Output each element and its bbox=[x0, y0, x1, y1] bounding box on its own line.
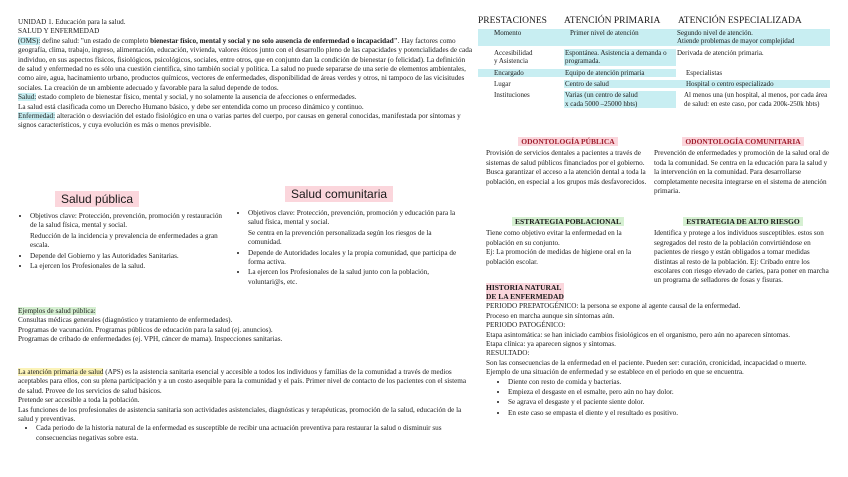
aps-paragraph bbox=[18, 368, 473, 396]
salud-publica-list bbox=[18, 212, 228, 272]
oms-bold: bienestar físico, mental y social y no solo ausencia de enfermedad o incapacidad" bbox=[150, 36, 398, 45]
salud-publica-item: • Objetivos clave: Protección, prevención, promoción y restauración de la salud física, mental y social. bbox=[30, 212, 228, 231]
odontologia-comunitaria-title: ODONTOLOGÍA COMUNITARIA bbox=[682, 137, 803, 146]
aps-line: Pretende ser accesible a toda la población. bbox=[18, 396, 140, 405]
table-cell-especializada: Hospital o centro especializado bbox=[676, 80, 830, 88]
historia-bullet: • Empieza el desgaste en el esmalte, pero aún no hay dolor. bbox=[508, 388, 831, 397]
historia-line: RESULTADO: bbox=[486, 349, 530, 358]
salud-comunitaria-title-box bbox=[285, 185, 393, 203]
odontologia-comunitaria bbox=[654, 137, 832, 196]
aps-bullet: • Cada periodo de la historia natural de la enfermedad es susceptible de recibir una actuación preventiva para restaurar la salud o disminuir sus consecuencias negativas sobre esta. bbox=[36, 424, 473, 443]
estrategia-alto-riesgo-title: ESTRATEGIA DE ALTO RIESGO bbox=[683, 217, 802, 226]
estrategia-alto-riesgo bbox=[654, 217, 832, 286]
table-header: ATENCIÓN PRIMARIA bbox=[564, 16, 661, 26]
prestaciones-table bbox=[478, 16, 830, 108]
table-cell-especializada: Al menos una (un hospital, al menos, por cada área de salud: en este caso, por cada 200k-250k hbts) bbox=[684, 91, 828, 108]
ejemplo-line: Consultas médicas generales (diagnóstico y tratamiento de enfermedades). bbox=[18, 316, 233, 325]
salud-publica-item: • Depende del Gobierno y las Autoridades Sanitarias. bbox=[30, 252, 228, 261]
ejemplo-line: Programas de cribado de enfermedades (ej. VPH, cáncer de mama). Inspecciones sanitarias. bbox=[18, 335, 283, 344]
salud-publica-title-box bbox=[55, 190, 139, 208]
table-header: ATENCIÓN ESPECIALIZADA bbox=[678, 16, 802, 26]
salud-comunitaria-title: Salud comunitaria bbox=[285, 186, 393, 202]
table-cell-especializada: Especialistas bbox=[686, 68, 723, 77]
salud-publica-item: • La ejercen los Profesionales de la salud. bbox=[30, 262, 228, 271]
estrategia-poblacional-title: ESTRATEGIA POBLACIONAL bbox=[512, 217, 624, 226]
ejemplos-section bbox=[18, 307, 473, 345]
odontologia-publica-title: ODONTOLOGÍA PÚBLICA bbox=[518, 137, 617, 146]
oms-text-b: . Hay factores como geografía, clima, trabajo, ingreso, alimentación, educación, vivienda, valores éticos junto con el desarrollo pleno de las capacidades y potencialidades de cada individuo, en sus aspectos físicos, fisiológicos, psicológicos, sociales, entre otros, que en conjunto dan la condición de bienestar (o felicidad). La definición de salud y enfermedad no es sólo una cuestión científica, sino también social y política. La salud no puede separarse de una serie de elementos ambientales, como aire, agua, hacinamiento urbano, productos químicos, vectores de enfermedades, disponibilidad de áreas verdes y otros, ni tampoco de las vicisitudes sociales. La creación de un ambiente adecuado y favorable para la salud depende de todos. bbox=[18, 36, 473, 92]
estrategia-poblacional-text: Tiene como objetivo evitar la enfermedad en la población en su conjunto. Ej: La promoción de medidas de higiene oral en la población escolar. bbox=[486, 229, 632, 266]
odontologia-comunitaria-text: Prevención de enfermedades y promoción de la salud oral de toda la comunidad. Se centra en la educación para la salud y la intervención en la comunidad. Para desarrollarse completamente necesita integrarse en el sistema de atención primaria. bbox=[654, 149, 830, 196]
salud-publica-title: Salud pública bbox=[55, 191, 139, 207]
historia-line: Etapa clínica: ya aparecen signos y síntomas. bbox=[486, 340, 616, 349]
table-row-label: Encargado bbox=[478, 69, 564, 77]
historia-line: Ejemplo de una situación de enfermedad y se establece en el periodo en que se encuentra. bbox=[486, 368, 744, 377]
historia-bullet: • En este caso se empasta el diente y el resultado es positivo. bbox=[508, 409, 831, 418]
table-cell-especializada: Derivada de atención primaria. bbox=[677, 48, 764, 57]
aps-label: La atención primaria de salud bbox=[18, 368, 104, 376]
historia-line: PERIODO PREPATOGÉNICO: la persona se expone al agente causal de la enfermedad. bbox=[486, 302, 741, 311]
salud-label: Salud: bbox=[18, 93, 37, 102]
aps-line: Las funciones de los profesionales de asistencia sanitaria son actividades asistenciales, diagnósticas y terapéuticas, promoción de la salud, educación de la salud y preventivas. bbox=[18, 405, 462, 424]
salud-comunitaria-item: Se centra en la prevención personalizada según los riesgos de la comunidad. bbox=[248, 228, 432, 247]
salud-comunitaria-item: • Depende de Autoridades locales y la propia comunidad, que participa de forma activa. bbox=[248, 249, 466, 268]
clasificacion-text: La salud está clasificada como un Derecho Humano básico, y debe ser entendida como un proceso dinámico y continuo. bbox=[18, 102, 364, 111]
historia-line: Proceso en marcha aunque sin síntomas aún. bbox=[486, 311, 615, 320]
salud-comunitaria-list bbox=[236, 209, 466, 288]
estrategia-poblacional bbox=[486, 217, 650, 267]
historia-line: PERIODO PATOGÉNICO: bbox=[486, 321, 566, 330]
table-row-label: Accesibilidad y Asistencia bbox=[494, 48, 533, 66]
salud-definition bbox=[18, 93, 473, 102]
historia-bullet: • Se agrava el desgaste y el paciente siente dolor. bbox=[508, 398, 831, 407]
oms-paragraph bbox=[18, 37, 473, 93]
left-column bbox=[18, 18, 473, 131]
historia-natural-title: HISTORIA NATURAL DE LA ENFERMEDAD bbox=[486, 283, 564, 301]
salud-comunitaria-item: • La ejercen los Profesionales de la salud junto con la población, voluntari@s, etc. bbox=[248, 268, 466, 287]
oms-text-a: define salud: "un estado de completo bbox=[40, 36, 151, 45]
enfermedad-definition bbox=[18, 112, 473, 131]
table-row-label: Momento bbox=[478, 29, 564, 46]
subject-title: SALUD Y ENFERMEDAD bbox=[18, 27, 100, 36]
estrategia-alto-riesgo-text: Identifica y protege a los individuos susceptibles. estos son segregados del resto de la población convirtiéndose en pacientes de riesgo y están obligados a tomar medidas distintas al resto de la población. Ej: Cribado entre los escolares con riesgo elevado de caries, para poner en marcha un programa de selladores de fosas y fisuras. bbox=[654, 229, 829, 285]
salud-comunitaria-item: • Objetivos clave: Protección, prevención, promoción y educación para la salud física, mental y social. bbox=[248, 209, 466, 228]
ejemplos-title: Ejemplos de salud pública: bbox=[18, 307, 96, 315]
enfermedad-label: Enfermedad: bbox=[18, 112, 56, 121]
table-cell-especializada: Segundo nivel de atención. Atiende problemas de mayor complejidad bbox=[676, 29, 830, 46]
table-cell-primaria: Equipo de atención primaria bbox=[564, 69, 676, 77]
enfermedad-text: alteración o desviación del estado fisiológico en una o varias partes del cuerpo, por causas en general conocidas, manifestada por síntomas y signos característicos, y cuya evolución es más o menos previsible. bbox=[18, 112, 461, 130]
table-cell-primaria: Espontánea. Asistencia a demanda o programada. bbox=[564, 49, 676, 66]
historia-line: Etapa asintomática: se han iniciado cambios fisiológicos en el organismo, pero aún no aparecen síntomas. bbox=[486, 330, 791, 339]
odontologia-publica bbox=[486, 137, 650, 187]
oms-label: (OMS): bbox=[18, 36, 41, 45]
table-row-label: Instituciones bbox=[494, 91, 530, 100]
salud-publica-item: Reducción de la incidencia y prevalencia de enfermedades a gran escala. bbox=[30, 231, 218, 250]
odontologia-publica-text: Provisión de servicios dentales a pacientes a través de sistemas de salud públicos financiados por el gobierno. Busca garantizar el acceso a la atención dental a toda la población, en especial a los grupos más desfavorecidos. bbox=[486, 149, 647, 186]
aps-section bbox=[18, 368, 473, 444]
salud-text: estado completo de bienestar físico, mental y social, y no solamente la ausencia de afecciones o enfermedades. bbox=[36, 93, 357, 102]
table-row-label: Lugar bbox=[494, 80, 511, 89]
aps-text: (APS) es la asistencia sanitaria esencial y accesible a todos los individuos y familias de la comunidad a través de medios aceptables para ellos, con su plena participación y a un costo asequible para la comunidad y el país. Primer nivel de contacto de los pacientes con el sistema de salud. Provee de los servicios de salud básicos. bbox=[18, 368, 467, 395]
historia-line: Son las consecuencias de la enfermedad en el paciente. Pueden ser: curación, cronicidad, incapacidad o muerte. bbox=[486, 358, 807, 367]
table-header: PRESTACIONES bbox=[478, 16, 547, 26]
unit-title: UNIDAD 1. Educación para la salud. bbox=[18, 18, 126, 26]
table-cell-primaria: Varias (un centro de salud x cada 5000 –25000 hbts) bbox=[564, 91, 676, 108]
historia-natural bbox=[486, 283, 831, 419]
table-cell-primaria: Primer nivel de atención bbox=[564, 29, 676, 46]
table-cell-primaria: Centro de salud bbox=[564, 80, 676, 88]
historia-bullet: • Diente con resto de comida y bacterias. bbox=[508, 378, 831, 387]
ejemplo-line: Programas de vacunación. Programas públicos de educación para la salud (ej. anuncios). bbox=[18, 325, 273, 334]
